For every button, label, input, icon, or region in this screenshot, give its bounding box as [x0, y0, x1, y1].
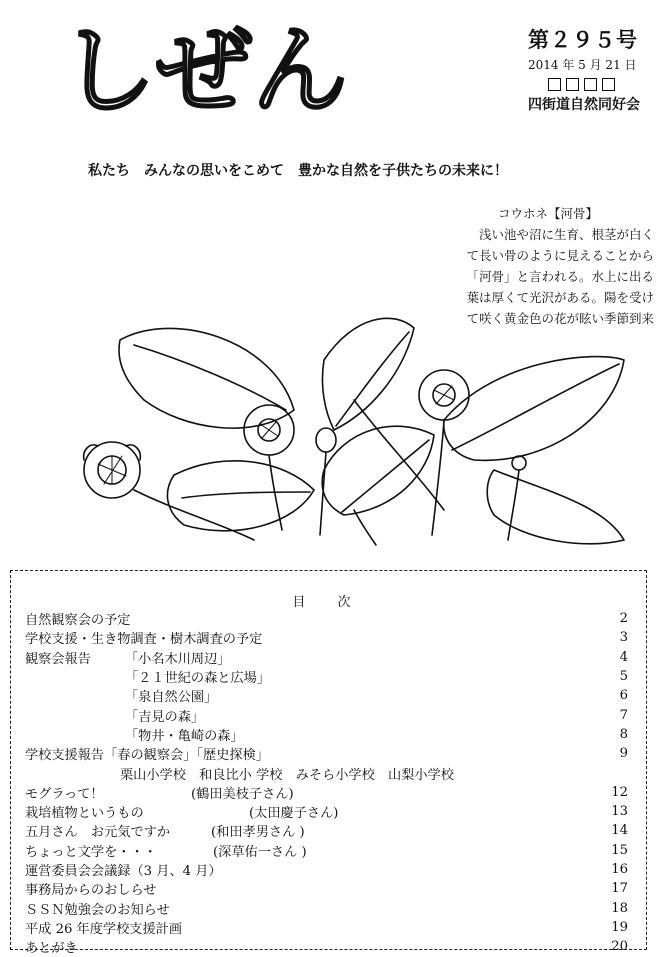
toc-title: 平成 26 年度学校支援計画 [25, 921, 183, 937]
toc-title: 栗山小学校 和良比小 学校 みそら小学校 山梨小学校 [120, 767, 454, 783]
toc-page: 4 [619, 649, 628, 665]
plant-line: て長い骨のように見えることから [466, 248, 654, 263]
toc-row [25, 879, 628, 898]
issue-date: 2014 年 5 月 21 日 [528, 58, 637, 72]
motto: 私たち みんなの思いをこめて 豊かな自然を子供たちの未来に！ [88, 163, 508, 179]
toc-row [25, 898, 628, 917]
toc-list [25, 609, 628, 956]
toc-row [25, 705, 628, 724]
toc-row [25, 918, 628, 937]
plant-line: 「河骨」と言われる。水上に出る [466, 269, 654, 284]
issue-info [528, 24, 668, 114]
society-name: 四街道自然同好会 [528, 97, 640, 113]
toc-page: 8 [619, 726, 628, 742]
toc-row [25, 686, 628, 705]
toc-page: 6 [619, 688, 628, 704]
toc-page: 3 [619, 630, 628, 646]
plant-line: 葉は厚くて光沢がある。陽を受け [466, 290, 654, 305]
toc-page: 18 [611, 900, 628, 916]
toc-page: 7 [619, 707, 628, 723]
toc-title: 学校支援・生き物調査・樹木調査の予定 [25, 632, 263, 648]
toc-title: 自然観察会の予定 [25, 613, 131, 629]
toc-page: 17 [611, 881, 628, 897]
toc-title: ＳＳＮ勉強会のお知らせ [25, 902, 170, 918]
blank-box [566, 78, 579, 91]
toc-row [25, 628, 628, 647]
toc-row [25, 841, 628, 860]
toc-subtitle: 「泉自然公園」 [125, 690, 218, 706]
blank-boxes [548, 78, 668, 91]
toc-row [25, 860, 628, 879]
toc-page: 19 [611, 919, 628, 935]
toc-author: (鶴田美枝子さん) [191, 786, 294, 802]
toc-row [25, 783, 628, 802]
toc-page: 9 [619, 746, 628, 762]
toc-page: 14 [611, 823, 628, 839]
toc-page: 12 [611, 784, 628, 800]
toc-row [25, 763, 628, 782]
toc-page: 16 [611, 862, 628, 877]
flower-bud-drawing [316, 428, 336, 452]
leaf-drawing [322, 426, 434, 515]
plant-line: 浅い池や沼に生育、根茎が白く [478, 227, 654, 242]
issue-number: 第２９５号 [528, 27, 638, 52]
toc-page: 15 [611, 842, 628, 858]
toc-row [25, 725, 628, 744]
toc-row [25, 937, 628, 956]
toc-page: 20 [611, 939, 628, 955]
blank-box [548, 78, 561, 91]
toc-row [25, 744, 628, 763]
blank-box [584, 78, 597, 91]
leaf-drawing [167, 461, 314, 531]
toc-page: 2 [619, 611, 628, 627]
toc-title: 五月さん お元気ですか [25, 825, 171, 841]
toc-row [25, 821, 628, 840]
toc-row [25, 802, 628, 821]
toc-heading: 目 次 [292, 595, 365, 610]
toc-title: モグラって！ [25, 786, 104, 802]
masthead-logo [56, 12, 348, 127]
toc-row [25, 667, 628, 686]
toc-subtitle: 「２１世紀の森と広場」 [125, 671, 271, 687]
toc-title: 運営委員会会議録（3 月、4 月） [25, 864, 222, 879]
toc-title: 事務局からのおしらせ [25, 883, 157, 899]
toc-author: (太田慶子さん) [249, 806, 339, 822]
toc-title: 栽培植物というもの [25, 806, 144, 822]
toc-page: 5 [619, 669, 628, 685]
toc-title: 学校支援報告「春の観察会」「歴史探検」 [25, 748, 269, 764]
toc-row [25, 648, 628, 667]
plant-line: て咲く黄金色の花が眩い季節到来 [466, 311, 654, 326]
toc-author: (深草佑一さん ) [213, 844, 307, 860]
toc-row [25, 609, 628, 628]
table-of-contents [10, 570, 647, 957]
leaf-drawing [119, 328, 294, 428]
kouhone-illustration [24, 300, 644, 560]
leaf-drawing [322, 318, 414, 430]
leaf-drawing [487, 470, 624, 544]
flower-bud-drawing [512, 456, 526, 470]
toc-title: ちょっと文学を・・・ [25, 844, 157, 860]
toc-subtitle: 「小名木川周辺」 [125, 651, 231, 667]
plant-title: コウホネ【河骨】 [498, 206, 599, 221]
toc-title: あとがき [25, 941, 78, 957]
logo-text: しぜん [60, 15, 348, 127]
toc-author: (和田孝男さん ) [211, 825, 305, 841]
toc-subtitle: 「物井・亀崎の森」 [125, 728, 244, 744]
blank-box [602, 78, 615, 91]
toc-page: 13 [611, 804, 628, 820]
toc-subtitle: 「吉見の森」 [125, 709, 205, 725]
toc-title: 観察会報告 [25, 651, 91, 667]
